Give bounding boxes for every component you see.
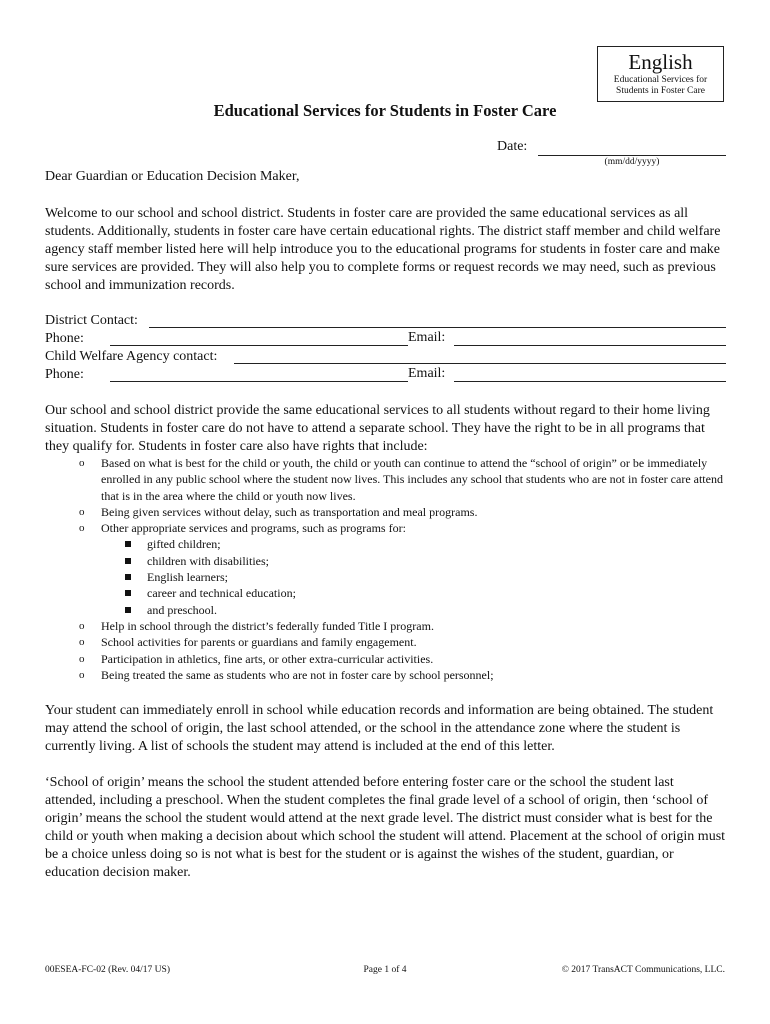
date-label: Date: bbox=[497, 139, 528, 154]
language-box bbox=[597, 46, 724, 102]
child-welfare-email-label: Email: bbox=[408, 366, 446, 381]
circle-bullet-icon: o bbox=[79, 457, 85, 469]
enroll-paragraph: Your student can immediately enroll in school while education records and information are being obtained. The student may attend the school of origin, the last school attended, or the school in the attendance zone where the student is currently living. A list of schools the student may attend is included at the end of this letter. bbox=[45, 703, 714, 754]
date-format-hint: (mm/dd/yyyy) bbox=[604, 157, 660, 167]
sub-list-item-text: children with disabilities; bbox=[147, 553, 269, 568]
child-welfare-phone-field[interactable] bbox=[110, 381, 408, 382]
rights-intro-paragraph: Our school and school district provide the same educational services to all students without regard to their home living situation. Students in foster care do not have to attend a separate school. They have the right to be in all programs that they qualify for. Students in foster care also have rights that include: bbox=[45, 403, 710, 454]
list-item-text: Being given services without delay, such as transportation and meal programs. bbox=[101, 504, 478, 519]
circle-bullet-icon: o bbox=[79, 505, 85, 518]
square-bullet-icon bbox=[125, 558, 131, 564]
language-box-line1: Educational Services for bbox=[613, 75, 708, 85]
sub-list-item-text: career and technical education; bbox=[147, 586, 296, 601]
footer-form-id: 00ESEA-FC-02 (Rev. 04/17 US) bbox=[45, 965, 170, 975]
sub-list-item-text: gifted children; bbox=[147, 537, 221, 552]
child-welfare-phone-label: Phone: bbox=[45, 367, 84, 382]
page-title: Educational Services for Students in Foster Care bbox=[213, 101, 557, 120]
district-contact-field[interactable] bbox=[149, 327, 726, 328]
school-of-origin-paragraph: ‘School of origin’ means the school the student attended before entering foster care or the school the student last attended, including a preschool. When the student completes the final grade level of a school of origin, then ‘school of origin’ means the school the student would attend at the next grade level. The district must consider what is best for the child or youth when making a decision about which school the student will attend. Placement at the school of origin must be a choice unless doing so is not what is best for the student or is against the wishes of the student, guardian, or education decision maker. bbox=[45, 775, 726, 880]
programs-list bbox=[101, 536, 727, 617]
list-item bbox=[45, 520, 727, 618]
circle-bullet-icon: o bbox=[79, 619, 85, 632]
sub-list-item bbox=[101, 569, 727, 585]
footer-page-number: Page 1 of 4 bbox=[363, 965, 407, 975]
circle-bullet-icon: o bbox=[79, 636, 85, 649]
sub-list-item bbox=[101, 602, 727, 618]
square-bullet-icon bbox=[125, 590, 131, 596]
sub-list-item bbox=[101, 553, 727, 569]
sub-list-item bbox=[101, 585, 727, 601]
district-email-label: Email: bbox=[408, 330, 446, 345]
child-welfare-contact-field[interactable] bbox=[234, 363, 726, 364]
list-item-text: Other appropriate services and programs, such as programs for: bbox=[101, 521, 406, 536]
district-phone-field[interactable] bbox=[110, 345, 408, 346]
circle-bullet-icon: o bbox=[79, 652, 85, 665]
child-welfare-contact-label: Child Welfare Agency contact: bbox=[45, 349, 218, 364]
language-box-line2: Students in Foster Care bbox=[616, 86, 705, 96]
list-item bbox=[45, 504, 727, 520]
list-item bbox=[45, 618, 727, 634]
list-item-text: Based on what is best for the child or youth, the child or youth can continue to attend the “school of origin” or be immediately enrolled in any public school where the student now lives. This includes any school that students who are not in foster care attend that is in the area where the child or youth now lives. bbox=[101, 456, 723, 503]
district-contact-label: District Contact: bbox=[45, 313, 138, 328]
square-bullet-icon bbox=[125, 541, 131, 547]
greeting: Dear Guardian or Education Decision Maker, bbox=[45, 169, 300, 184]
square-bullet-icon bbox=[125, 574, 131, 580]
sub-list-item-text: and preschool. bbox=[147, 602, 217, 617]
list-item-text: School activities for parents or guardians and family engagement. bbox=[101, 635, 417, 650]
sub-list-item-text: English learners; bbox=[147, 570, 228, 585]
circle-bullet-icon: o bbox=[79, 668, 85, 681]
intro-paragraph: Welcome to our school and school district. Students in foster care are provided the same educational services as all students. Additionally, students in foster care have certain educational rights. The district staff member and child welfare agency staff member listed here will help introduce you to the educational programs for students in foster care and make sure services are provided. They will also help you to complete forms or request records we may need, such as previous school and immunization records. bbox=[45, 206, 721, 293]
list-item bbox=[45, 455, 727, 504]
list-item-text: Help in school through the district’s federally funded Title I program. bbox=[101, 618, 434, 633]
list-item bbox=[45, 634, 727, 650]
list-item-text: Participation in athletics, fine arts, or other extra-curricular activities. bbox=[101, 651, 434, 666]
list-item bbox=[45, 667, 727, 683]
footer-copyright: © 2017 TransACT Communications, LLC. bbox=[561, 965, 725, 975]
date-field[interactable] bbox=[538, 155, 726, 156]
language-label: English bbox=[628, 50, 693, 74]
list-item bbox=[45, 651, 727, 667]
circle-bullet-icon: o bbox=[79, 522, 85, 535]
sub-list-item bbox=[101, 536, 727, 552]
district-email-field[interactable] bbox=[454, 345, 726, 346]
list-item-text: Being treated the same as students who are not in foster care by school personnel; bbox=[101, 667, 494, 682]
district-phone-label: Phone: bbox=[45, 331, 84, 346]
rights-list bbox=[45, 455, 727, 683]
child-welfare-email-field[interactable] bbox=[454, 381, 726, 382]
square-bullet-icon bbox=[125, 607, 131, 613]
